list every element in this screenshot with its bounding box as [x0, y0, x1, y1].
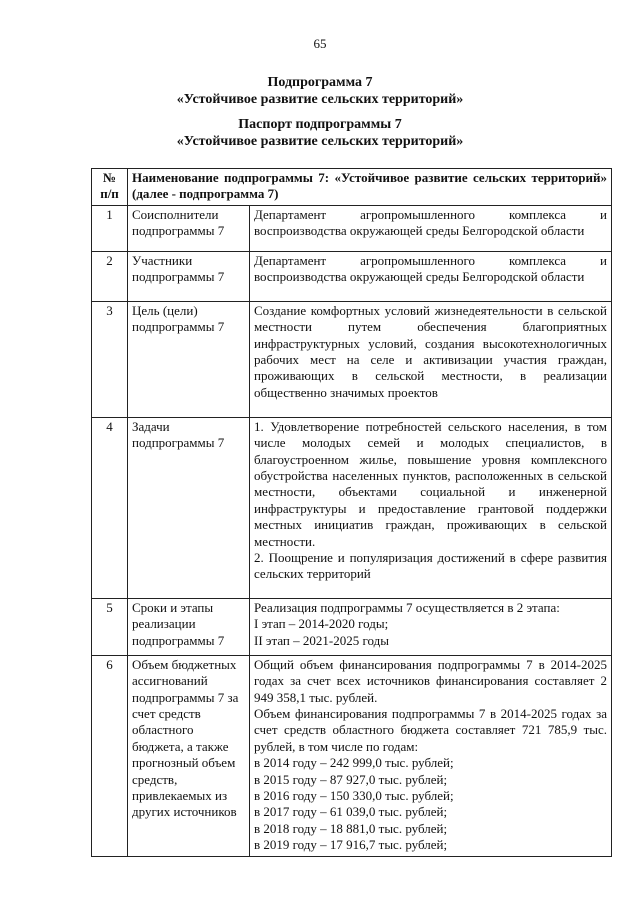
table-row — [92, 301, 612, 417]
passport-table — [91, 168, 612, 857]
header-title-cell: Наименование подпрограммы 7: «Устойчивое развитие сельских территорий» (далее - подпрограмма 7) — [128, 169, 612, 206]
passport-title: Паспорт подпрограммы 7 — [238, 117, 402, 132]
row-value — [250, 598, 612, 655]
row-value-text: Департамент агропромышленного комплекса и воспроизводства окружающей среды Белгородской области — [254, 206, 608, 239]
table-row — [92, 598, 612, 655]
row-value-text: Создание комфортных условий жизнедеятельности в сельской местности путем обеспечения благоприятных инфраструктурных условий, создания высокотехнологичных рабочих мест на селе и активизации участия граждан, проживающих в сельской местности, в реализации общественно значимых проектов — [254, 302, 608, 400]
table-row — [92, 417, 612, 598]
header-num-abbrev: п/п — [100, 186, 119, 202]
row-label: Объем бюджетных ассигнований подпрограммы 7 за счет средств областного бюджета, а также прогнозный объем средств, привлекаемых из других источников — [128, 655, 250, 856]
table-row — [92, 655, 612, 856]
header-num-symbol: № — [102, 170, 117, 185]
row-value-text: Реализация подпрограммы 7 осуществляется в 2 этапа: — [254, 599, 560, 615]
page-number: 65 — [313, 36, 327, 51]
table-row — [92, 251, 612, 301]
row-value-text: в 2017 году – 61 039,0 тыс. рублей; — [254, 804, 448, 820]
row-value-text: в 2019 году – 17 916,7 тыс. рублей; — [254, 837, 448, 853]
header-num-cell — [92, 169, 128, 206]
row-value — [250, 205, 612, 251]
row-label: Цель (цели) подпрограммы 7 — [128, 301, 250, 417]
table-row — [92, 205, 612, 251]
row-value — [250, 417, 612, 598]
row-value-text: в 2016 году – 150 330,0 тыс. рублей; — [254, 788, 454, 804]
row-number: 1 — [92, 205, 128, 251]
row-label: Участники подпрограммы 7 — [128, 251, 250, 301]
row-value-text: Объем финансирования подпрограммы 7 в 2014-2025 годах за счет средств областного бюджета составляет 721 785,9 тыс. рублей, в том числе по годам: — [254, 706, 608, 754]
row-label: Задачи подпрограммы 7 — [128, 417, 250, 598]
row-number: 4 — [92, 417, 128, 598]
subprogram-heading — [0, 74, 640, 108]
row-value-text: в 2018 году – 18 881,0 тыс. рублей; — [254, 820, 448, 836]
row-number: 3 — [92, 301, 128, 417]
row-value — [250, 655, 612, 856]
row-value-text: 2. Поощрение и популяризация достижений в сфере развития сельских территорий — [254, 550, 608, 582]
subprogram-name: «Устойчивое развитие сельских территорий» — [176, 92, 464, 107]
row-value-text: Общий объем финансирования подпрограммы 7 в 2014-2025 годах за счет всех источников финансирования составляет 2 949 358,1 тыс. рублей. — [254, 656, 608, 705]
subprogram-title: Подпрограмма 7 — [267, 75, 373, 90]
row-number: 6 — [92, 655, 128, 856]
row-value-text: в 2014 году – 242 999,0 тыс. рублей; — [254, 755, 454, 771]
passport-name: «Устойчивое развитие сельских территорий» — [176, 134, 464, 149]
row-value — [250, 301, 612, 417]
row-value — [250, 251, 612, 301]
row-value-text: I этап – 2014-2020 годы; — [254, 616, 389, 632]
row-number: 2 — [92, 251, 128, 301]
row-label: Сроки и этапы реализации подпрограммы 7 — [128, 598, 250, 655]
row-value-text: в 2015 году – 87 927,0 тыс. рублей; — [254, 771, 448, 787]
passport-heading — [0, 116, 640, 150]
row-value-text: II этап – 2021-2025 годы — [254, 632, 389, 648]
row-number: 5 — [92, 598, 128, 655]
row-value-text: Департамент агропромышленного комплекса и воспроизводства окружающей среды Белгородской области — [254, 252, 608, 285]
row-value-text: 1. Удовлетворение потребностей сельского населения, в том числе молодых семей и молодых специалистов, в благоустроенном жилье, повышение уровня комплексного обустройства населенных пунктов, расположенных в сельской местности, объектами социальной и инженерной инфраструктуры и предоставление грантовой поддержки местных инициатив граждан, проживающих в сельской местности. — [254, 418, 608, 549]
table-header-row — [92, 169, 612, 206]
row-label: Соисполнители подпрограммы 7 — [128, 205, 250, 251]
